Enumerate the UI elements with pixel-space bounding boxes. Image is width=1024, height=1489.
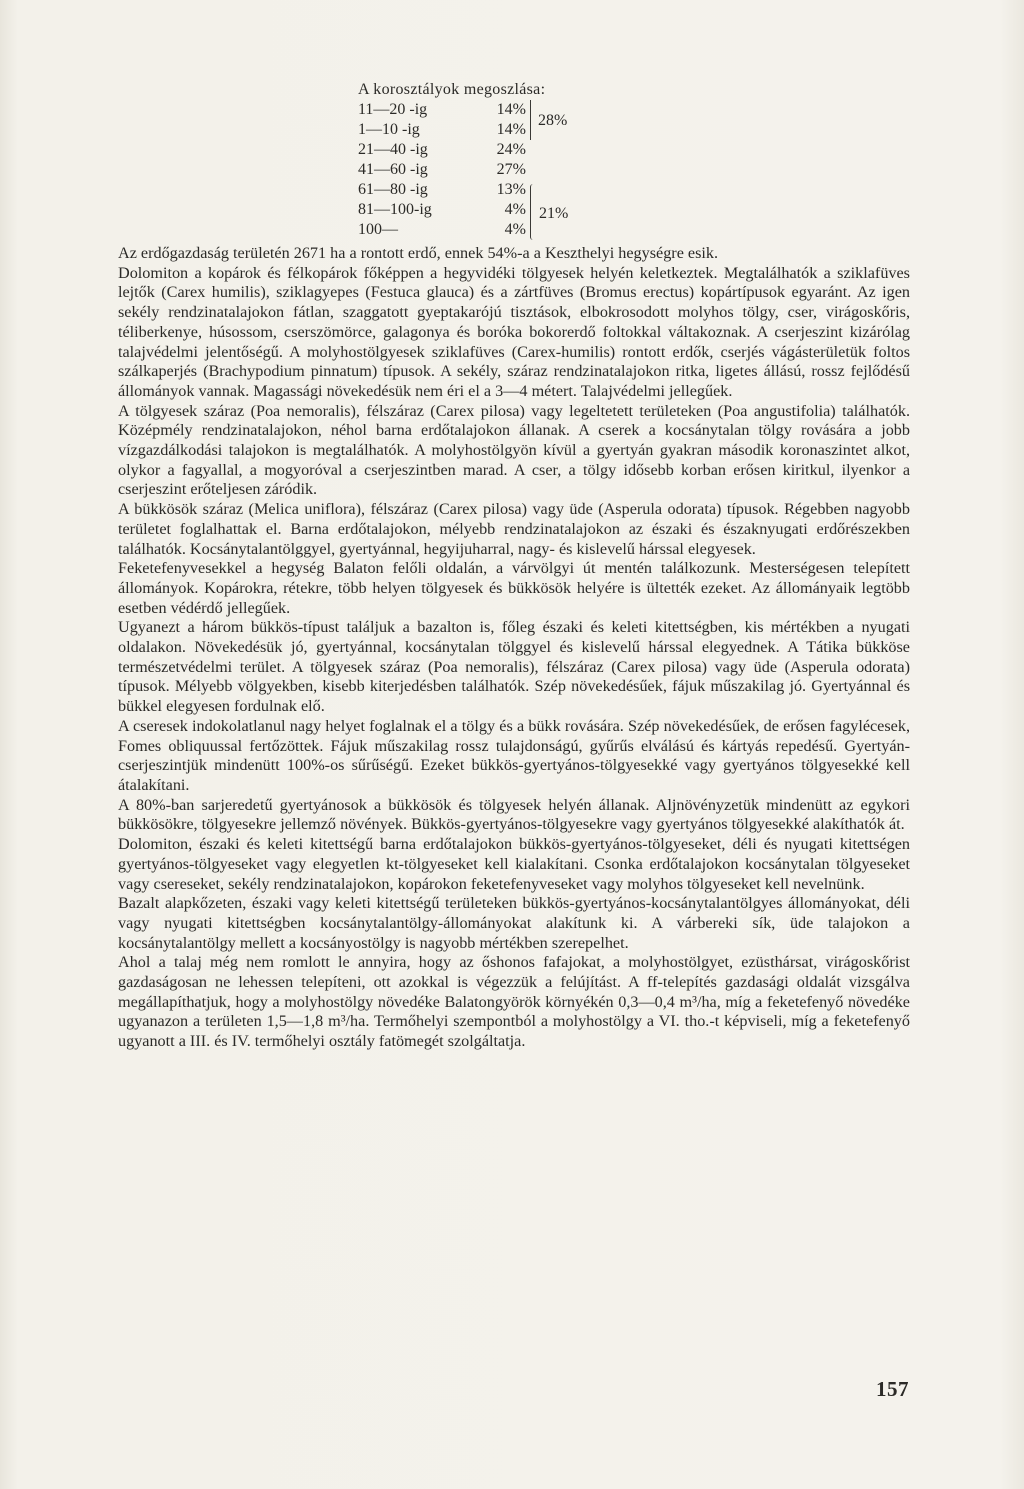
age-percent: 4% (504, 201, 526, 218)
page-number: 157 (876, 1377, 909, 1401)
paragraph: A cseresek indokolatlanul nagy helyet foglalnak el a tölgy és a bükk rovására. Szép növekedésűek, de erősen fagylécesek, Fomes obliquussal fertőzöttek. Fájuk műszakilag rossz tulajdonságú, gyűrűs elválású és kártyás repedésű. Gyertyán-cserjeszintjük mindenütt 100%-os sűrűségű. Ezeket bükkös-gyertyános-tölgyesekké vagy gyertyános tölgyesekké kell átalakítani. (118, 716, 910, 794)
age-range: 11—20 -ig (358, 101, 428, 118)
table-title: A korosztályok megoszlása: (358, 81, 546, 98)
age-percent: 27% (496, 161, 526, 178)
body-text (118, 244, 910, 1052)
age-range: 41—60 -ig (358, 161, 428, 178)
paragraph: Dolomiton, északi és keleti kitettségű barna erdőtalajokon bükkös-gyertyános-tölgyeseket, déli és nyugati kitettségen gyertyános-tölgyeseket vagy elegyetlen kt-tölgyeseket kell kialakítani. Csonka erdőtalajokon kocsánytalan tölgyeseket vagy csereseket, sekély rendzinatalajokon, kopárokon feketefenyveseket vagy molyhos tölgyeseket kell nevelnünk. (118, 835, 910, 893)
paragraph: A tölgyesek száraz (Poa nemoralis), félszáraz (Carex pilosa) vagy legeltetett területeken (Poa angustifolia) találhatók. Középmély rendzinatalajokon, néhol barna erdőtalajokon állanak. A cserek a kocsánytalan tölgy rovására a jobb vízgazdálkodási talajokon is megtalálhatók. A molyhostölgyön kívül a gyertyán gyakran második koronaszintet alkot, olykor a fagyallal, a mogyoróval a cserjeszintben marad. A cser, a tölgy idősebb korban erősen kiritkul, ilyenkor a cserjeszint erőteljesen záródik. (118, 401, 910, 499)
group-brace-old (530, 184, 537, 240)
age-range: 61—80 -ig (358, 181, 428, 198)
age-range: 1—10 -ig (358, 121, 420, 138)
age-percent: 13% (496, 181, 526, 198)
paragraph: Dolomiton a kopárok és félkopárok főképpen a hegyvidéki tölgyesek helyén keletkeztek. Megtalálhatók a sziklafüves lejtők (Carex humilis), sziklagyepes (Festuca glauca) és a zártfüves (Bromus erectus) kopártípusok egyaránt. Az igen sekély rendzinatalajokon fátlan, szaggatott gyeptakarójú tisztások, elbokrosodott molyhos tölgy, cser, virágoskőris, téliberkenye, húsossom, cserszömörce, galagonya és boróka bokorerdő foltokkal váltakoznak. A cserjeszint kizárólag talajvédelmi jelentőségű. A molyhostölgyesek sziklafüves (Carex-humilis) rontott erdők, cserjés vágásterületük foltos szálkaperjés (Brachypodium pinnatum) típusok. A sekély, száraz rendzinatalajokon ritka, ligetes állású, rossz fejlődésű állományok vannak. Magassági növekedésük nem éri el a 3—4 métert. Talajvédelmi jellegűek. (118, 263, 910, 400)
age-range: 21—40 -ig (358, 141, 428, 158)
group-percent-old: 21% (539, 205, 569, 222)
paragraph: A bükkösök száraz (Melica uniflora), félszáraz (Carex pilosa) vagy üde (Asperula odorata) típusok. Régebben nagyobb területet foglalhattak el. Barna erdőtalajokon, mélyebb rendzinatalajokon az északi és északnyugati erdőrészekben találhatók. Kocsánytalantölggyel, gyertyánnal, hegyijuharral, nagy- és kislevelű hárssal elegyesek. (118, 500, 910, 558)
paragraph: Ahol a talaj még nem romlott le annyira, hogy az őshonos fafajokat, a molyhostölgyet, ezüsthársat, virágoskőrist gazdaságosan ne lehessen telepíteni, ott azokkal is végezzük a felújítást. A ff-telepítés gazdasági oldalát vizsgálva megállapíthatjuk, hogy a molyhostölgy növedéke Balatongyörök környékén 0,3—0,4 m³/ha, míg a feketefenyő növedéke ugyanazon a területen 1,5—1,8 m³/ha. Termőhelyi szempontból a molyhostölgy a VI. tho.-t képviseli, míg a feketefenyő ugyanott a III. és IV. termőhelyi osztály fatömegét szolgáltatja. (118, 953, 910, 1051)
age-percent: 14% (496, 121, 526, 138)
age-percent: 24% (496, 141, 526, 158)
paragraph: Ugyanezt a három bükkös-típust találjuk a bazalton is, főleg északi és keleti kitettségben, kis mértékben a nyugati oldalakon. Növekedésük jó, gyertyánnal, kocsánytalan tölggyel és kislevelű hárssal elegyednek. A Tátika bükköse természetvédelmi terület. A tölgyesek száraz (Poa nemoralis), félszáraz (Carex pilosa) vagy üde (Asperula odorata) típusok. Mélyebb völgyekben, kisebb kiterjedésben találhatók. Szép növekedésűek, fájuk műszakilag jó. Gyertyánnal és bükkel elegyesen fordulnak elő. (118, 618, 910, 716)
age-percent: 4% (504, 221, 526, 238)
age-range: 81—100-ig (358, 201, 432, 218)
age-percent: 14% (496, 101, 526, 118)
group-percent-young: 28% (538, 112, 568, 129)
paragraph: Feketefenyvesekkel a hegység Balaton felőli oldalán, a várvölgyi út mentén találkozunk. Mesterségesen telepített állományok. Kopárokra, rétekre, több helyen tölgyesek és bükkösök helyére is ültették ezeket. Az állományaik legtöbb esetben védérdő jellegűek. (118, 559, 910, 617)
age-range: 100— (358, 221, 398, 238)
paragraph: Bazalt alapkőzeten, északi vagy keleti kitettségű területeken bükkös-gyertyános-kocsánytalantölgyes állományokat, déli vagy nyugati kitettségben kocsánytalantölgy-állományokat alakítunk ki. A várbereki sík, üde talajokon a kocsánytalantölgy mellett a kocsányostölgy is nagyobb mértékben szerepelhet. (118, 894, 910, 952)
group-brace-young (530, 100, 537, 140)
paragraph: Az erdőgazdaság területén 2671 ha a rontott erdő, ennek 54%-a a Keszthelyi hegységre esik. (118, 244, 719, 262)
paragraph: A 80%-ban sarjeredetű gyertyánosok a bükkösök és tölgyesek helyén állanak. Aljnövényzetük mindenütt az egykori bükkösökre, tölgyesekre jellemző növények. Bükkös-gyertyános-tölgyesekre vagy gyertyános tölgyesekké alakíthatók át. (118, 795, 910, 834)
